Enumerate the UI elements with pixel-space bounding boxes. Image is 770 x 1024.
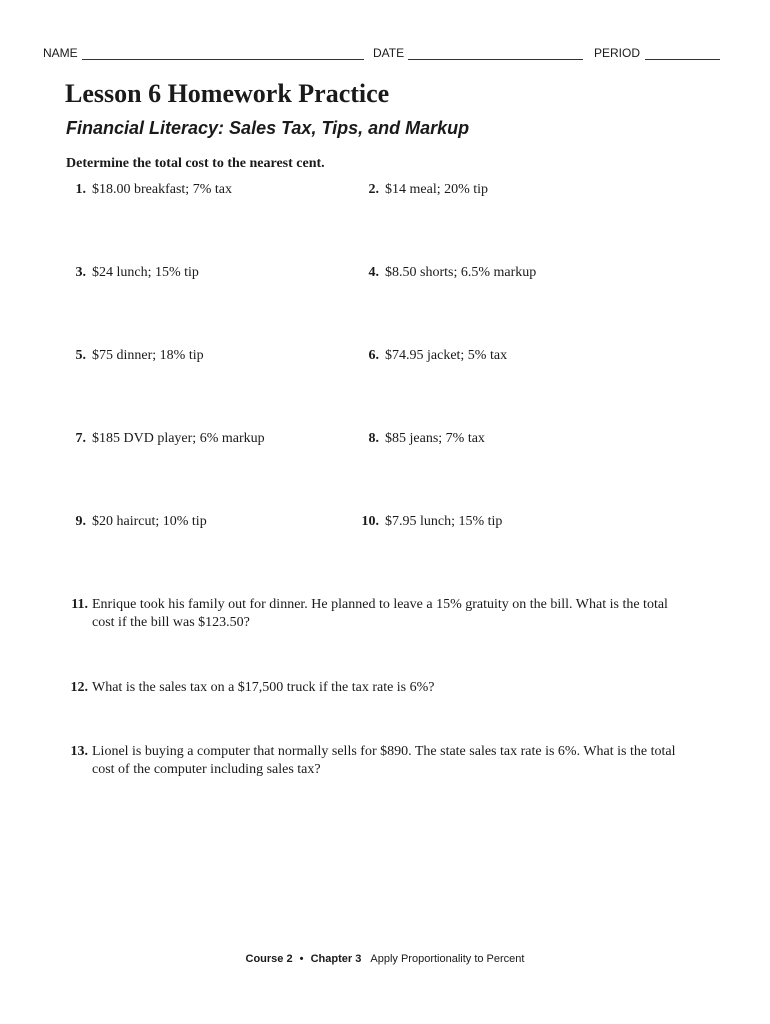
page-subtitle: Financial Literacy: Sales Tax, Tips, and Markup: [66, 118, 470, 138]
problem-13: [66, 743, 676, 779]
problem-3: [62, 265, 199, 281]
name-label: NAME: [43, 46, 78, 60]
problem-number: 10.: [361, 514, 379, 529]
problem-12: [66, 679, 676, 697]
problem-text: $74.95 jacket; 5% tax: [385, 348, 508, 363]
problem-9: [62, 514, 207, 530]
problem-number: 2.: [368, 182, 379, 197]
problem-2: [355, 182, 488, 198]
problem-number: 4.: [368, 265, 379, 280]
problem-number: 3.: [75, 265, 86, 280]
problem-number: 13.: [70, 744, 88, 759]
problem-text: $8.50 shorts; 6.5% markup: [385, 265, 537, 280]
page-footer: [0, 953, 770, 965]
problem-text: $14 meal; 20% tip: [385, 182, 489, 197]
date-label: DATE: [373, 46, 405, 60]
problem-number: 6.: [368, 348, 379, 363]
problem-text: $18.00 breakfast; 7% tax: [92, 182, 232, 197]
problem-number: 11.: [71, 597, 88, 612]
page-title: Lesson 6 Homework Practice: [65, 79, 390, 108]
problem-11: [66, 596, 676, 632]
problem-number: 5.: [75, 348, 86, 363]
footer-separator: •: [299, 953, 304, 965]
problem-number: 7.: [75, 431, 86, 446]
problem-text: What is the sales tax on a $17,500 truck if the tax rate is 6%?: [92, 680, 435, 695]
problem-4: [355, 265, 536, 281]
problem-number: 12.: [70, 680, 88, 695]
period-label: PERIOD: [594, 46, 641, 60]
footer-chapter: Chapter 3: [310, 953, 362, 965]
problem-text: $20 haircut; 10% tip: [92, 514, 207, 529]
problem-text: $185 DVD player; 6% markup: [92, 431, 265, 446]
problem-text: Lionel is buying a computer that normally sells for $890. The state sales tax rate is 6%. What is the total cost of the computer including sales tax?: [92, 744, 676, 777]
problem-text: $7.95 lunch; 15% tip: [385, 514, 503, 529]
problem-number: 8.: [368, 431, 379, 446]
problem-1: [62, 182, 232, 198]
problem-6: [355, 348, 507, 364]
problem-text: $24 lunch; 15% tip: [92, 265, 199, 280]
name-line: [82, 59, 364, 60]
footer-course: Course 2: [245, 953, 293, 965]
period-line: [645, 59, 720, 60]
problem-number: 9.: [75, 514, 86, 529]
problem-text: Enrique took his family out for dinner. He planned to leave a 15% gratuity on the bill. What is the total cost if the bill was $123.50?: [92, 597, 668, 630]
problem-number: 1.: [75, 182, 86, 197]
problem-text: $75 dinner; 18% tip: [92, 348, 204, 363]
problem-5: [62, 348, 204, 364]
problem-text: $85 jeans; 7% tax: [385, 431, 485, 446]
problem-10: [355, 514, 502, 530]
footer-chapter-title: Apply Proportionality to Percent: [370, 953, 525, 965]
problem-7: [62, 431, 265, 447]
date-line: [408, 59, 583, 60]
instructions: Determine the total cost to the nearest cent.: [66, 156, 325, 171]
problem-8: [355, 431, 485, 447]
